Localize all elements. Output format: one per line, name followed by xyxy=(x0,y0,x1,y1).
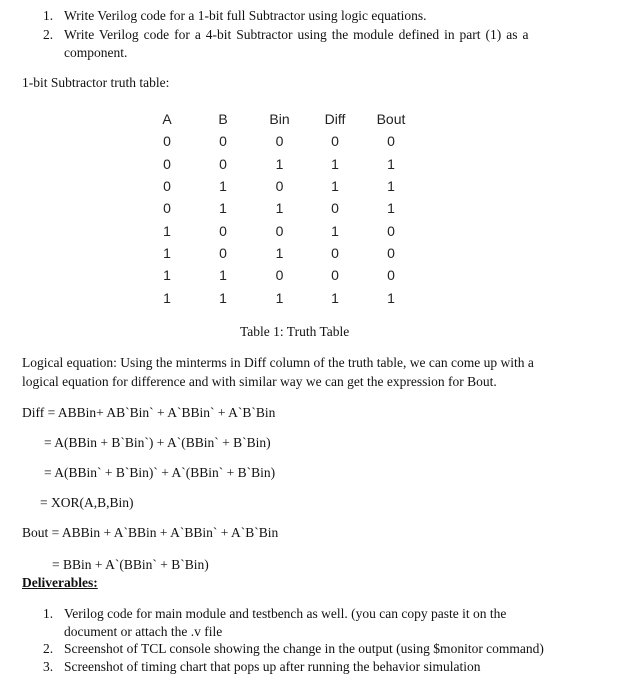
deliverables-heading: Deliverables: xyxy=(22,575,98,590)
diff-equation: Diff = ABBin+ AB`Bin` + A`BBin` + A`B`Bin xyxy=(22,405,276,420)
diff-equation-step: = XOR(A,B,Bin) xyxy=(40,495,134,510)
deliverable-number: 3. xyxy=(43,659,54,674)
cell-diff: 1 xyxy=(331,155,339,172)
cell-b: 1 xyxy=(219,289,227,306)
task-text-continued: component. xyxy=(64,45,128,60)
task-number: 1. xyxy=(43,8,54,23)
paragraph-line: logical equation for difference and with similar way we can get the expression for Bout. xyxy=(22,374,497,389)
bout-equation-step: = BBin + A`(BBin` + B`Bin) xyxy=(52,557,209,572)
cell-b: 0 xyxy=(219,222,227,239)
deliverable-number: 1. xyxy=(43,606,54,621)
cell-bin: 0 xyxy=(275,133,284,150)
cell-bin: 0 xyxy=(275,222,284,239)
cell-bout: 1 xyxy=(387,178,395,195)
cell-a: 0 xyxy=(163,133,171,150)
header-bin: Bin xyxy=(269,111,290,128)
cell-b: 0 xyxy=(219,133,227,150)
header-diff: Diff xyxy=(324,111,346,128)
header-a: A xyxy=(162,111,172,128)
cell-bout: 0 xyxy=(387,267,395,284)
header-bout: Bout xyxy=(376,111,406,128)
cell-bin: 1 xyxy=(275,244,284,261)
cell-diff: 0 xyxy=(331,133,339,150)
cell-b: 1 xyxy=(219,200,227,217)
cell-diff: 1 xyxy=(331,178,339,195)
cell-a: 1 xyxy=(163,244,171,261)
truth-table xyxy=(140,108,419,309)
task-text: Write Verilog code for a 1-bit full Subtractor using logic equations. xyxy=(64,8,427,23)
cell-a: 0 xyxy=(163,155,171,172)
cell-bin: 1 xyxy=(275,289,284,306)
cell-bout: 1 xyxy=(387,289,395,306)
table-row xyxy=(140,197,419,219)
cell-b: 1 xyxy=(219,267,227,284)
table-row xyxy=(140,130,419,152)
task-text: Write Verilog code for a 4-bit Subtractor using the module defined in part (1) as a xyxy=(64,27,529,42)
cell-bin: 1 xyxy=(275,155,284,172)
cell-bin: 0 xyxy=(275,267,284,284)
task-number: 2. xyxy=(43,27,54,42)
cell-a: 0 xyxy=(163,200,171,217)
cell-bout: 0 xyxy=(387,244,395,261)
deliverable-text: Screenshot of TCL console showing the change in the output (using $monitor command) xyxy=(64,641,544,656)
deliverable-number: 2. xyxy=(43,641,54,656)
cell-b: 1 xyxy=(219,178,227,195)
table-caption: Table 1: Truth Table xyxy=(240,324,350,339)
table-row xyxy=(140,219,419,241)
table-row xyxy=(140,264,419,286)
header-b: B xyxy=(218,111,228,128)
cell-bin: 0 xyxy=(275,178,284,195)
diff-equation-step: = A(BBin` + B`Bin)` + A`(BBin` + B`Bin) xyxy=(44,465,276,480)
cell-bout: 0 xyxy=(387,133,395,150)
paragraph-line: Logical equation: Using the minterms in Diff column of the truth table, we can come up with a xyxy=(22,355,534,370)
deliverable-text: Verilog code for main module and testbench as well. (you can copy paste it on the xyxy=(64,606,507,621)
cell-a: 1 xyxy=(163,289,171,306)
cell-bout: 0 xyxy=(387,222,395,239)
cell-diff: 0 xyxy=(331,267,339,284)
deliverable-text: Screenshot of timing chart that pops up after running the behavior simulation xyxy=(64,659,481,674)
cell-bout: 1 xyxy=(387,200,395,217)
truth-table-title: 1-bit Subtractor truth table: xyxy=(22,75,170,90)
truth-table-header-row xyxy=(140,108,419,130)
table-row xyxy=(140,153,419,175)
cell-bout: 1 xyxy=(387,155,395,172)
cell-bin: 1 xyxy=(275,200,284,217)
cell-b: 0 xyxy=(219,155,227,172)
cell-a: 1 xyxy=(163,222,171,239)
table-row xyxy=(140,286,419,308)
cell-diff: 0 xyxy=(331,244,339,261)
cell-diff: 0 xyxy=(331,200,339,217)
cell-a: 0 xyxy=(163,178,171,195)
table-row xyxy=(140,175,419,197)
cell-a: 1 xyxy=(163,267,171,284)
bout-equation: Bout = ABBin + A`BBin + A`BBin` + A`B`Bin xyxy=(22,525,279,540)
table-row xyxy=(140,242,419,264)
diff-equation-step: = A(BBin + B`Bin`) + A`(BBin` + B`Bin) xyxy=(44,435,271,450)
deliverable-text-continued: document or attach the .v file xyxy=(64,624,223,639)
cell-b: 0 xyxy=(219,244,227,261)
cell-diff: 1 xyxy=(331,289,339,306)
cell-diff: 1 xyxy=(331,222,339,239)
